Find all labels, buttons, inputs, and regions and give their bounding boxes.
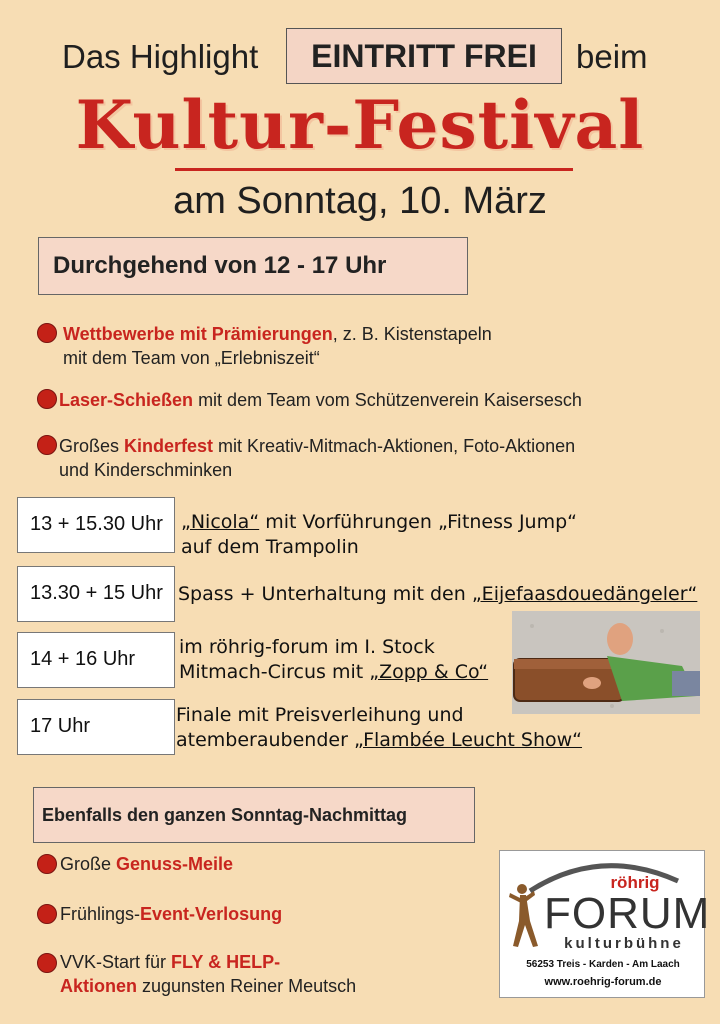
highlight-text: Wettbewerbe mit Prämierungen <box>63 324 333 344</box>
header-suffix: beim <box>576 38 648 75</box>
schedule-event <box>181 510 711 560</box>
bullet-dot <box>37 435 57 455</box>
bullet-text: Frühlings- <box>60 904 141 924</box>
highlight-text: Laser-Schießen <box>59 390 194 410</box>
festival-title: Kultur-Festival <box>75 86 645 164</box>
bullet-item-competitions <box>63 322 703 370</box>
highlight-text: Aktionen <box>60 976 138 996</box>
hours-box: Durchgehend von 12 - 17 Uhr <box>38 237 468 295</box>
logo-sub-text: kulturbühne <box>564 935 684 952</box>
performer-link[interactable]: „Flambée Leucht Show“ <box>353 729 583 751</box>
also-box: Ebenfalls den ganzen Sonntag-Nachmittag <box>33 787 475 843</box>
event-text: Finale mit Preisverleihung und <box>176 704 464 726</box>
logo-main-text: FORUM <box>544 889 711 938</box>
bullet-text: mit dem Team vom Schützenverein Kaisersesch <box>193 390 582 410</box>
also-item-vvk <box>60 950 490 998</box>
free-entry-badge: EINTRITT FREI <box>286 28 562 84</box>
time-box: 13.30 + 15 Uhr <box>17 566 175 622</box>
bullet-dot <box>37 854 57 874</box>
performer-link[interactable]: „Eijefaasdouedängeler“ <box>471 583 698 605</box>
bullet-text-line2: mit dem Team von „Erlebniszeit“ <box>63 348 320 368</box>
performer-link[interactable]: „Zopp & Co“ <box>369 661 489 683</box>
highlight-text: Kinderfest <box>124 436 214 456</box>
highlight-text: FLY & HELP- <box>171 952 281 972</box>
logo-website[interactable]: www.roehrig-forum.de <box>544 976 662 988</box>
bullet-text: VVK-Start für <box>60 952 172 972</box>
event-text: mit Vorführungen „Fitness Jump“ <box>259 511 578 533</box>
bullet-text: mit Kreativ-Mitmach-Aktionen, Foto-Aktionen <box>213 436 576 456</box>
logo-address: 56253 Treis - Karden - Am Laach <box>526 959 680 970</box>
performer-link[interactable]: „Nicola“ <box>181 511 260 533</box>
title-underline <box>175 168 573 171</box>
bullet-text-line2: und Kinderschminken <box>59 460 233 480</box>
performer-photo <box>512 611 700 714</box>
bullet-text: , z. B. Kistenstapeln <box>332 324 492 344</box>
bullet-item-laser <box>59 388 709 412</box>
bullet-item-kinderfest <box>59 434 709 482</box>
roehrig-forum-logo <box>499 850 711 998</box>
bullet-text: Große <box>60 854 117 874</box>
event-text: Spass + Unterhaltung mit den <box>178 583 472 605</box>
bullet-text: zugunsten Reiner Meutsch <box>137 976 357 996</box>
event-text: Mitmach-Circus mit <box>179 661 370 683</box>
also-item-verlosung <box>60 902 282 926</box>
schedule-event <box>176 703 706 753</box>
time-box: 17 Uhr <box>17 699 175 755</box>
bullet-dot <box>37 953 57 973</box>
logo-top-text: röhrig <box>610 873 660 892</box>
header-prefix: Das Highlight <box>62 38 259 75</box>
event-text-line2: auf dem Trampolin <box>181 536 359 558</box>
highlight-text: Event-Verlosung <box>140 904 283 924</box>
bullet-text: Großes <box>59 436 125 456</box>
header-row <box>0 28 720 88</box>
time-box: 14 + 16 Uhr <box>17 632 175 688</box>
bullet-dot <box>37 389 57 409</box>
event-text: im röhrig-forum im I. Stock <box>179 636 435 658</box>
highlight-text: Genuss-Meile <box>116 854 234 874</box>
event-text: atemberaubender <box>176 729 354 751</box>
event-date: am Sonntag, 10. März <box>173 180 547 222</box>
schedule-event <box>179 635 519 685</box>
bullet-dot <box>37 904 57 924</box>
time-box: 13 + 15.30 Uhr <box>17 497 175 553</box>
also-item-genuss <box>60 852 233 876</box>
schedule-event <box>178 582 718 607</box>
bullet-dot <box>37 323 57 343</box>
